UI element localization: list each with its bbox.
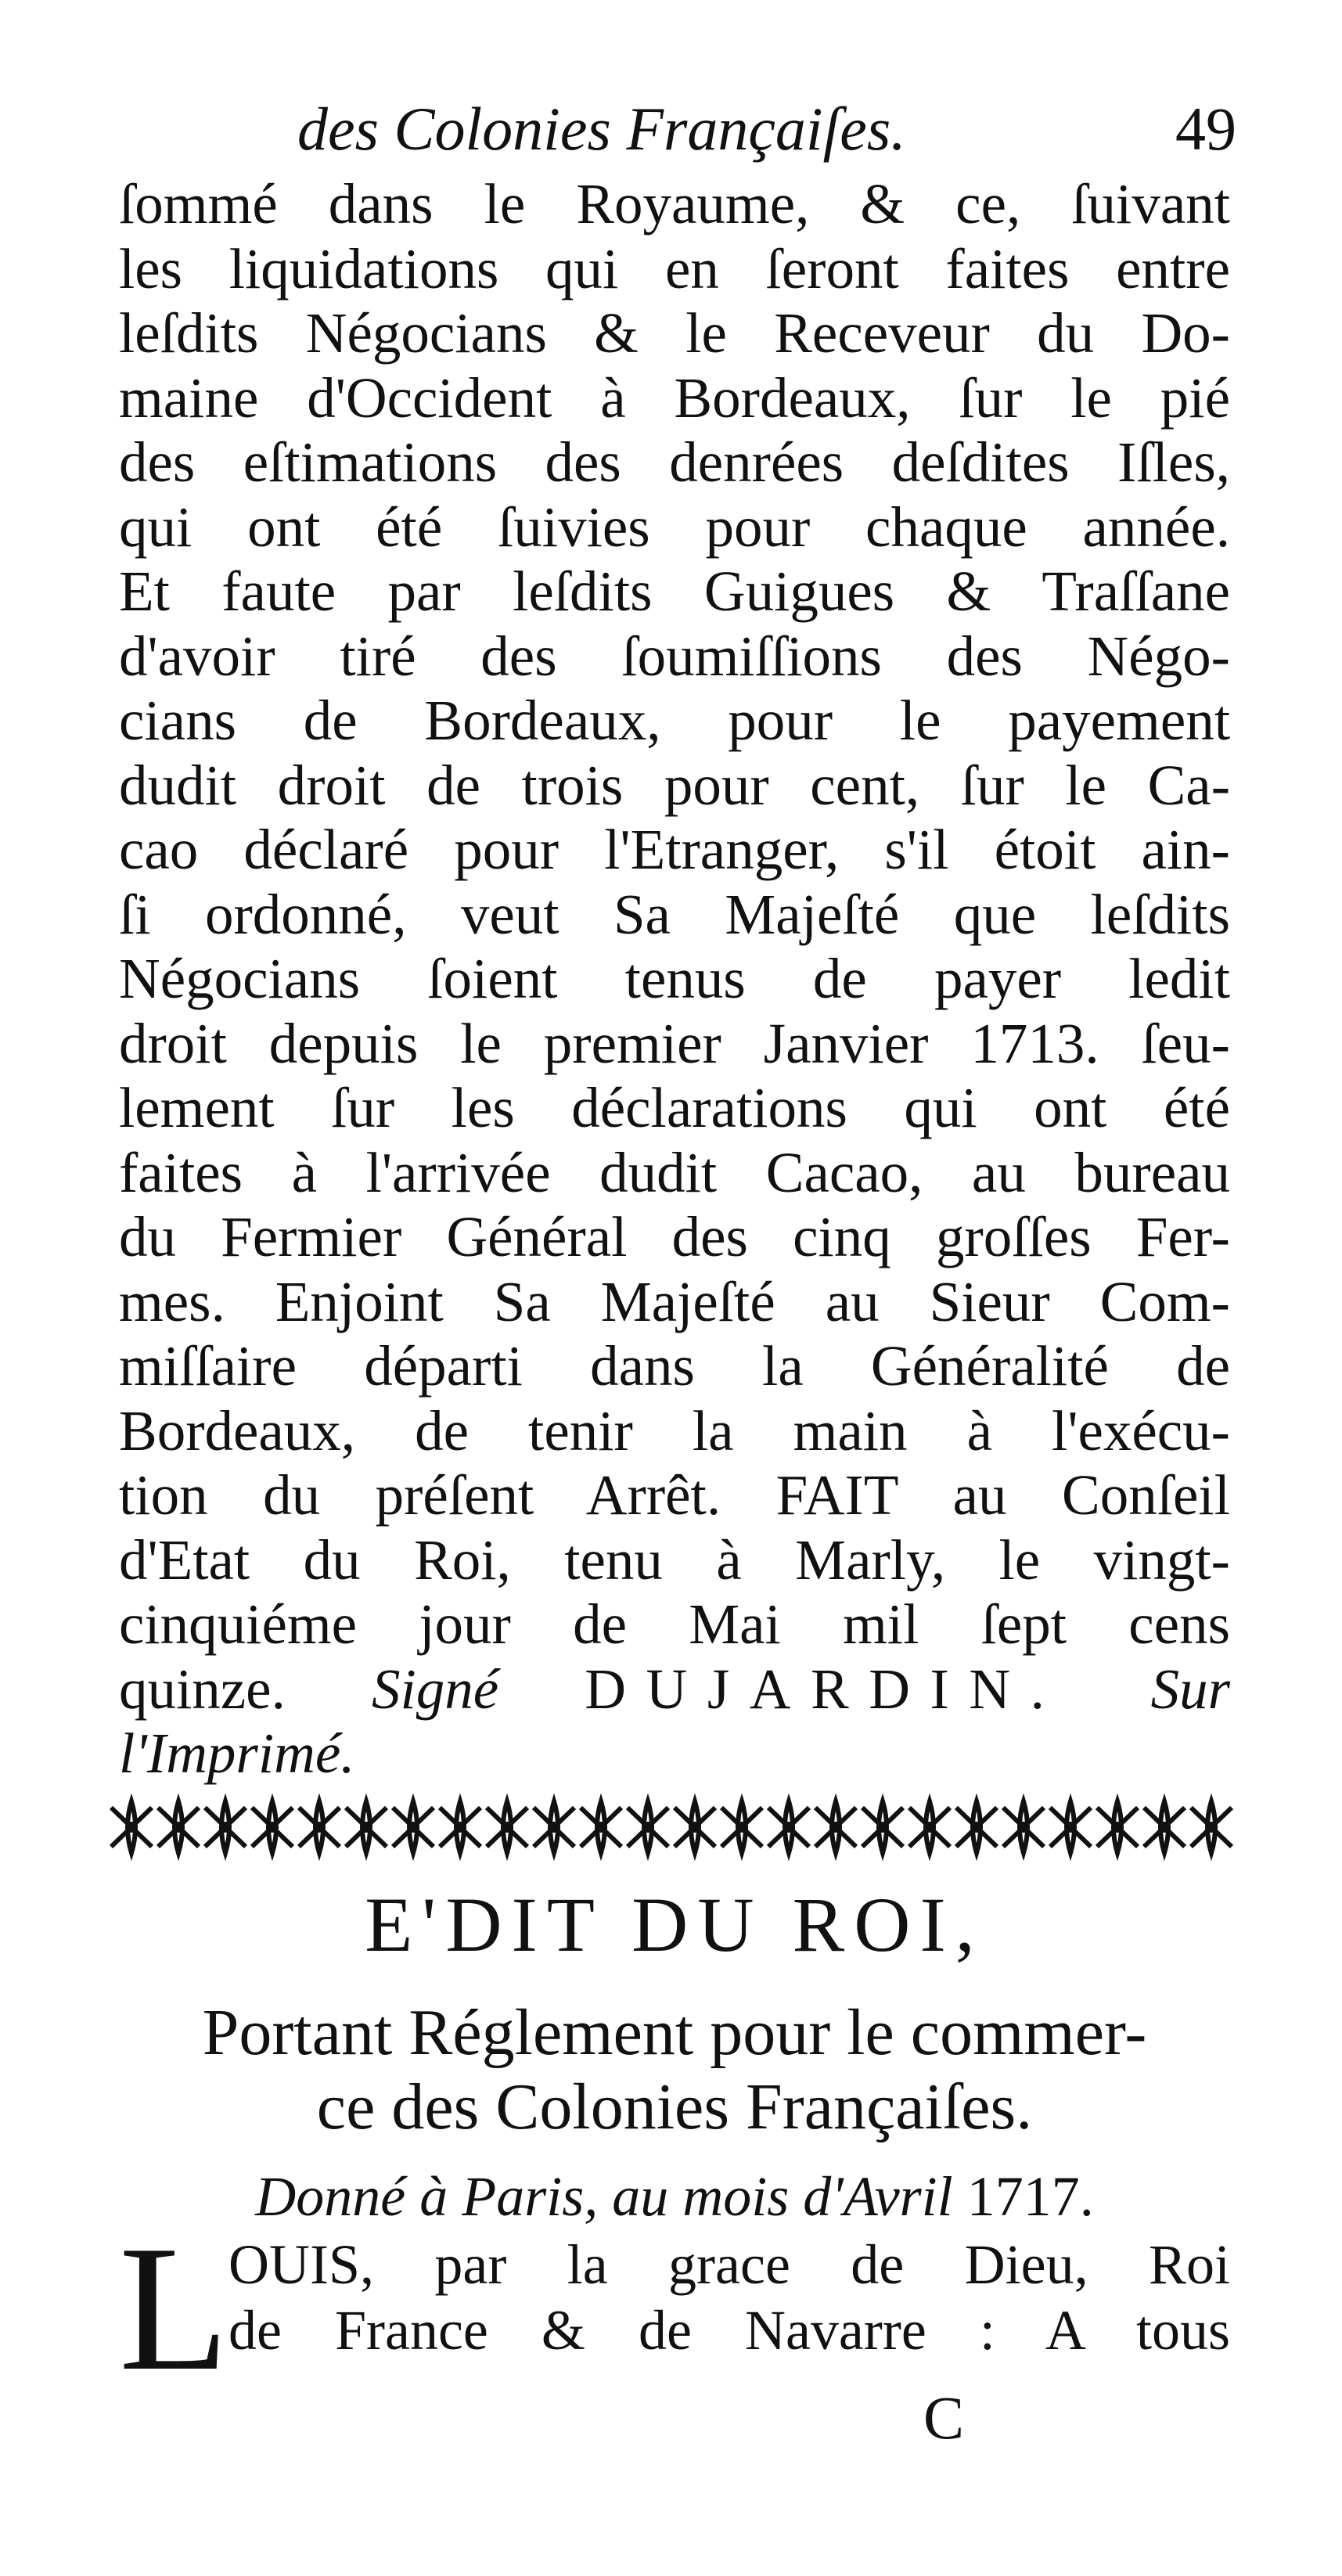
signature-line	[119, 1657, 1230, 1722]
text-line: d'Etat du Roi, tenu à Marly, le vingt-	[119, 1527, 1230, 1592]
text-line: Négocians ſoient tenus de payer ledit	[119, 947, 1230, 1010]
decorative-ornament-band	[108, 1792, 1235, 1862]
imprime-label: l'Imprimé.	[119, 1722, 355, 1785]
edict-opening	[119, 2208, 1230, 2408]
page-header	[297, 86, 1236, 172]
ornament-motif	[909, 1801, 950, 1853]
signe-label: Signé	[371, 1657, 499, 1721]
text-line: du Fermier Général des cinq groſſes Fer-	[119, 1205, 1230, 1268]
text-line: qui ont été ſuivies pour chaque année.	[119, 495, 1230, 559]
signatory-name: DUJARDIN.	[585, 1657, 1065, 1721]
page-number: 49	[1175, 95, 1236, 163]
signature-lead: quinze.	[119, 1657, 286, 1721]
ornament-motif	[252, 1801, 293, 1853]
ornament-motif	[581, 1801, 621, 1853]
ornament-motif	[1191, 1801, 1232, 1853]
ornament-motif	[346, 1801, 387, 1853]
ornament-motif	[299, 1801, 340, 1853]
sur-label: Sur	[1150, 1657, 1231, 1721]
text-line: Et faute par leſdits Guigues & Traſſane	[119, 559, 1230, 623]
ornament-motif	[1097, 1801, 1138, 1853]
edit-title: E'DIT DU ROI,	[365, 1881, 984, 1968]
text-line: de France & de Navarre : A tous	[228, 2299, 1230, 2362]
ornament-motif	[862, 1801, 903, 1853]
text-line: tion du préſent Arrêt. FAIT au Conſeil	[119, 1463, 1230, 1527]
ornament-motif	[815, 1801, 856, 1853]
ornament-motif	[205, 1801, 246, 1853]
imprime-line	[119, 1722, 1230, 1786]
dateline-year: 1717.	[966, 2165, 1094, 2228]
text-line: cao déclaré pour l'Etranger, s'il étoit ain-	[119, 818, 1230, 881]
drop-cap: L	[119, 2208, 229, 2408]
ornament-motif	[1144, 1801, 1185, 1853]
ornament-motif	[158, 1801, 199, 1853]
opening-lines	[228, 2232, 1230, 2363]
text-line: miſſaire départi dans la Généralité de	[119, 1334, 1230, 1398]
text-line: leſdits Négocians & le Receveur du Do-	[119, 301, 1230, 365]
text-line: ſommé dans le Royaume, & ce, ſuivant	[119, 172, 1230, 236]
text-line: dudit droit de trois pour cent, ſur le Ca-	[119, 753, 1230, 817]
ornament-icon	[108, 1792, 1235, 1862]
edit-subtitle-line: Portant Réglement pour le commer-	[202, 1996, 1147, 2069]
ornament-motif	[956, 1801, 997, 1853]
ornament-motif	[721, 1801, 762, 1853]
ornament-motif	[768, 1801, 809, 1853]
ornament-motif	[440, 1801, 480, 1853]
edit-subtitle	[119, 1995, 1230, 2144]
text-line: droit depuis le premier Janvier 1713. ſeu-	[119, 1011, 1230, 1075]
text-line: des eſtimations des denrées deſdites Iſles,	[119, 430, 1230, 494]
dateline	[119, 2161, 1230, 2232]
text-line: maine d'Occident à Bordeaux, ſur le pié	[119, 365, 1230, 430]
ornament-motif	[534, 1801, 574, 1853]
ornament-motif	[675, 1801, 715, 1853]
text-line: Bordeaux, de tenir la main à l'exécu-	[119, 1398, 1230, 1462]
text-line: lement ſur les déclarations qui ont été	[119, 1076, 1230, 1139]
arret-text	[119, 172, 1230, 1786]
text-line: d'avoir tiré des ſoumiſſions des Négo-	[119, 624, 1230, 688]
ornament-motif	[111, 1801, 152, 1853]
text-line: cinquiéme jour de Mai mil ſept cens	[119, 1592, 1230, 1656]
text-line: ſi ordonné, veut Sa Majeſté que leſdits	[119, 882, 1230, 946]
running-title: des Colonies Françaiſes.	[297, 95, 906, 163]
text-line: mes. Enjoint Sa Majeſté au Sieur Com-	[119, 1269, 1230, 1333]
ornament-motif	[393, 1801, 434, 1853]
text-line: OUIS, par la grace de Dieu, Roi	[228, 2233, 1230, 2296]
text-line: les liquidations qui en ſeront faites entre	[119, 236, 1230, 300]
text-line: faites à l'arrivée dudit Cacao, au bureau	[119, 1140, 1230, 1204]
text-line: cians de Bordeaux, pour le payement	[119, 689, 1230, 752]
edit-subtitle-line: ce des Colonies Françaiſes.	[316, 2071, 1033, 2143]
ornament-motif	[1050, 1801, 1091, 1853]
ornament-motif	[628, 1801, 668, 1853]
catchword: C	[923, 2384, 965, 2452]
dateline-place: Donné à Paris, au mois d'Avril	[255, 2165, 953, 2228]
ornament-motif	[487, 1801, 527, 1853]
ornament-motif	[1003, 1801, 1044, 1853]
